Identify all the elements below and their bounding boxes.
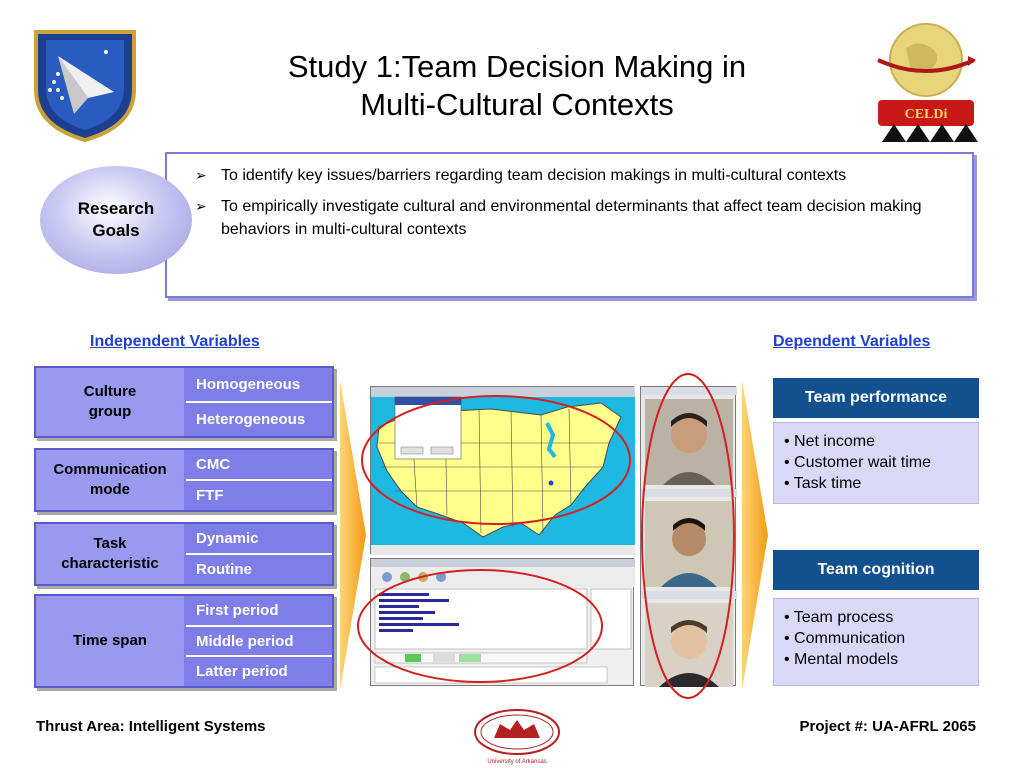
research-goals-box xyxy=(165,152,974,298)
iv-time-span xyxy=(34,594,334,688)
goal-text: To identify key issues/barriers regarding team decision makings in multi-cultural contexts xyxy=(221,167,847,184)
iv-label xyxy=(36,450,184,510)
iv-label xyxy=(36,368,184,436)
iv-value: FTF xyxy=(186,481,332,510)
webcam-screenshots xyxy=(640,386,736,686)
iv-values xyxy=(186,596,332,686)
dependent-variables-heading: Dependent Variables xyxy=(773,333,931,350)
afrl-logo xyxy=(28,26,142,142)
iv-value: Middle period xyxy=(186,627,332,658)
us-map-image xyxy=(371,387,635,555)
title-line-2: Multi-Cultural Contexts xyxy=(360,87,674,122)
iv-value: Latter period xyxy=(186,657,332,686)
team-performance-list xyxy=(773,422,979,504)
arrow-bullet-icon: ➢ xyxy=(195,198,207,214)
iv-communication-mode xyxy=(34,448,334,512)
goal-item xyxy=(195,195,952,241)
iv-label xyxy=(36,524,184,584)
iv-label-text: Time span xyxy=(73,632,147,649)
list-item: • Customer wait time xyxy=(784,454,931,471)
celdi-logo-text: CELDi xyxy=(904,107,948,122)
chat-window-image xyxy=(371,559,635,687)
goal-text: To empirically investigate cultural and environmental determinants that affect team decision making behaviors in multi-cultural contexts xyxy=(221,198,922,238)
webcam-images xyxy=(641,387,737,687)
goals-label-line-1: Research xyxy=(77,199,155,218)
page-title xyxy=(200,48,834,124)
research-goals-label xyxy=(40,166,192,274)
celdi-logo xyxy=(872,20,980,144)
right-flow-arrow-icon xyxy=(742,380,768,690)
iv-label-text: Culture group xyxy=(83,383,137,420)
list-item: • Team process xyxy=(784,609,894,626)
iv-value: Homogeneous xyxy=(186,368,332,403)
list-item: • Communication xyxy=(784,630,906,647)
independent-variables-heading: Independent Variables xyxy=(90,333,260,350)
goals-label-line-2: Goals xyxy=(92,221,140,240)
iv-values xyxy=(186,524,332,584)
iv-label-text: Task characteristic xyxy=(61,535,159,572)
iv-value: First period xyxy=(186,596,332,627)
footer-project-number: Project #: UA-AFRL 2065 xyxy=(799,718,976,735)
list-item: • Mental models xyxy=(784,651,899,668)
footer-thrust-area: Thrust Area: Intelligent Systems xyxy=(36,718,266,735)
list-item: • Task time xyxy=(784,475,862,492)
goal-item xyxy=(195,164,952,187)
left-flow-arrow-icon xyxy=(340,380,366,690)
iv-value: Dynamic xyxy=(186,524,332,555)
simulation-map-screenshot xyxy=(370,386,634,554)
iv-value: Routine xyxy=(186,555,332,584)
iv-task-characteristic xyxy=(34,522,334,586)
iv-culture-group xyxy=(34,366,334,438)
iv-label xyxy=(36,596,184,686)
university-of-arkansas-logo xyxy=(470,708,564,766)
team-performance-header: Team performance xyxy=(773,378,979,418)
iv-value: Heterogeneous xyxy=(186,403,332,436)
team-cognition-header: Team cognition xyxy=(773,550,979,590)
iv-label-text: Communication mode xyxy=(53,461,167,498)
iv-values xyxy=(186,368,332,436)
iv-values xyxy=(186,450,332,510)
arrow-bullet-icon: ➢ xyxy=(195,167,207,183)
iv-value: CMC xyxy=(186,450,332,481)
voice-chat-screenshot xyxy=(370,558,634,686)
list-item: • Net income xyxy=(784,433,875,450)
title-line-1: Study 1:Team Decision Making in xyxy=(287,49,747,84)
uark-logo-text: University of Arkansas xyxy=(487,759,547,765)
team-cognition-list xyxy=(773,598,979,686)
